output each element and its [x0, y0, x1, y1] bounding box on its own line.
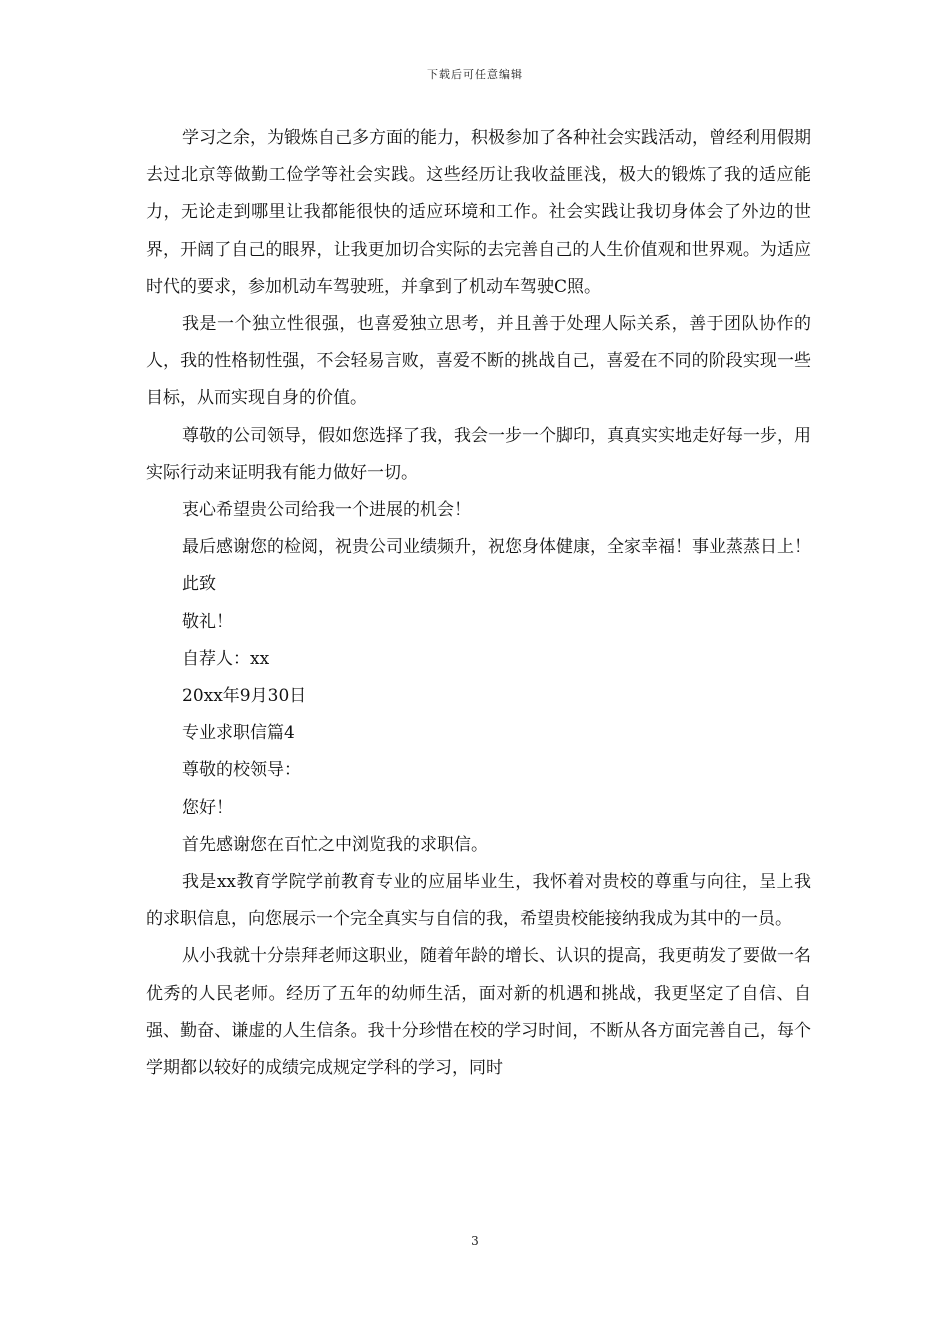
page-header: 下载后可任意编辑	[427, 68, 523, 81]
closing-line: 此致	[182, 574, 216, 595]
paragraph: 我是xx教育学院学前教育专业的应届毕业生，我怀着对贵校的尊重与向往，呈上我的求职信息，向您展示一个完全真实与自信的我，希望贵校能接纳我成为其中的一员。	[146, 872, 811, 930]
page-number: 3	[471, 1234, 479, 1248]
paragraph: 我是一个独立性很强，也喜爱独立思考，并且善于处理人际关系，善于团队协作的人，我的性格韧性强，不会轻易言败，喜爱不断的挑战自己，喜爱在不同的阶段实现一些目标，从而实现自身的价值。	[146, 314, 811, 409]
paragraph: 尊敬的公司领导，假如您选择了我，我会一步一个脚印，真真实实地走好每一步，用实际行动来证明我有能力做好一切。	[146, 425, 811, 483]
document-body	[146, 120, 811, 1087]
paragraph: 衷心希望贵公司给我一个进展的机会！	[182, 500, 471, 521]
paragraph: 学习之余，为锻炼自己多方面的能力，积极参加了各种社会实践活动，曾经利用假期去过北京等做勤工俭学等社会实践。这些经历让我收益匪浅，极大的锻炼了我的适应能力，无论走到哪里让我都能很快的适应环境和工作。社会实践让我切身体会了外边的世界，开阔了自己的眼界，让我更加切合实际的去完善自己的人生价值观和世界观。为适应时代的要求，参加机动车驾驶班，并拿到了机动车驾驶C照。	[146, 128, 811, 297]
date-line: 20xx年9月30日	[182, 686, 307, 707]
signature-line: 自荐人：xx	[182, 648, 270, 669]
paragraph: 最后感谢您的检阅，祝贵公司业绩频升，祝您身体健康，全家幸福！事业蒸蒸日上！	[182, 537, 811, 558]
greeting: 您好！	[182, 797, 233, 818]
letter-salutation: 尊敬的校领导：	[182, 760, 301, 781]
closing-salutation: 敬礼！	[182, 611, 233, 632]
paragraph: 从小我就十分崇拜老师这职业，随着年龄的增长、认识的提高，我更萌发了要做一名优秀的人民老师。经历了五年的幼师生活，面对新的机遇和挑战，我更坚定了自信、自强、勤奋、谦虚的人生信条。我十分珍惜在校的学习时间，不断从各方面完善自己，每个学期都以较好的成绩完成规定学科的学习，同时	[146, 946, 811, 1079]
paragraph: 首先感谢您在百忙之中浏览我的求职信。	[182, 834, 488, 855]
section-title: 专业求职信篇4	[182, 723, 295, 744]
